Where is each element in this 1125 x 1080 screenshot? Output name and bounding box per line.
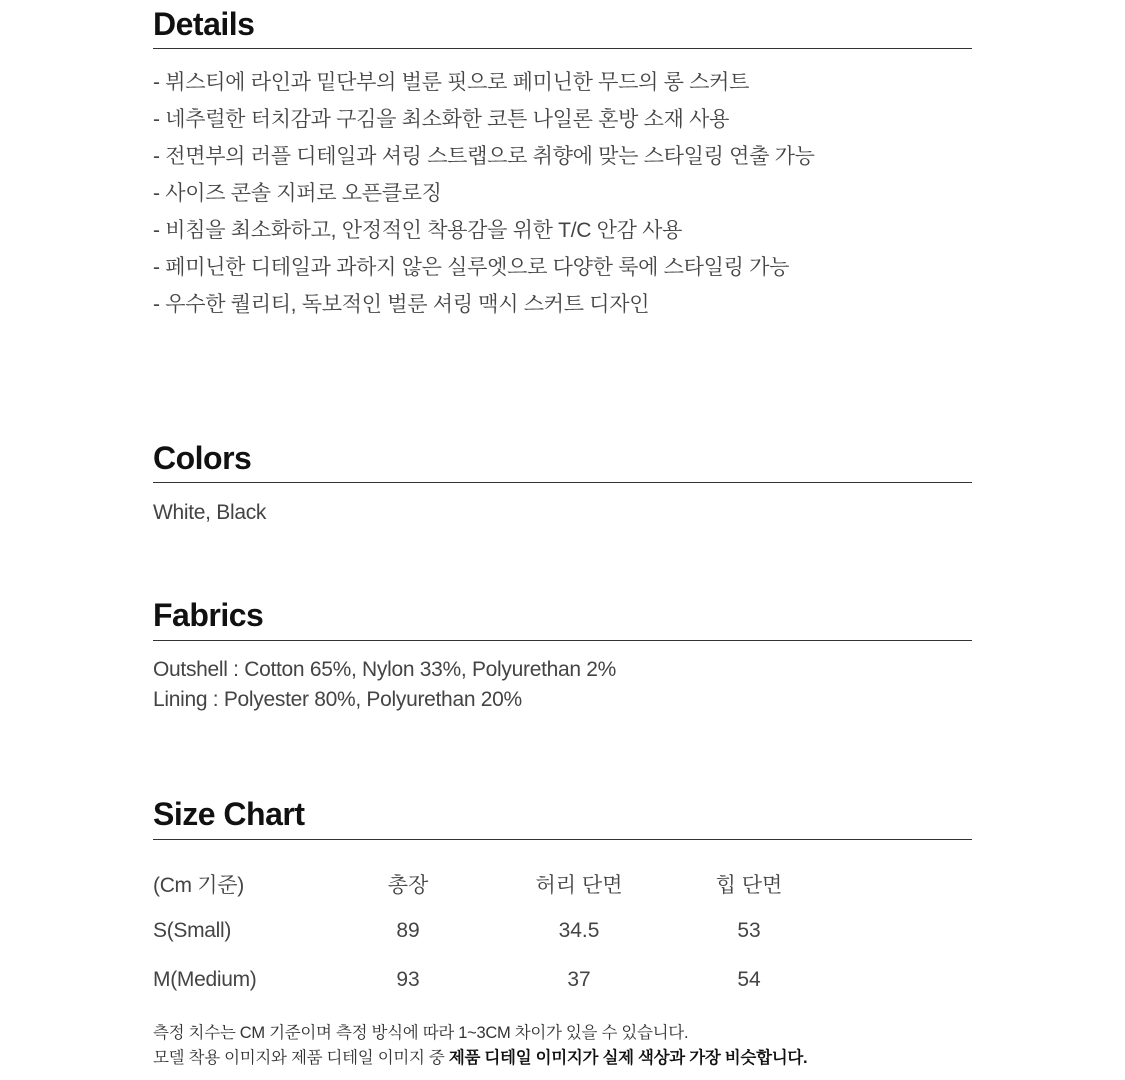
list-item: - 전면부의 러플 디테일과 셔링 스트랩으로 취향에 맞는 스타일링 연출 가능 — [153, 145, 815, 168]
colors-text: White, Black — [153, 501, 267, 524]
color-note-emphasis: 제품 디테일 이미지가 실제 색상과 가장 비슷합니다. — [448, 1049, 808, 1067]
list-item: - 사이즈 콘솔 지퍼로 오픈클로징 — [153, 182, 442, 205]
fabric-outshell: Outshell : Cotton 65%, Nylon 33%, Polyurethan 2% — [153, 658, 617, 681]
color-note — [153, 1044, 807, 1068]
list-item: - 우수한 퀄리티, 독보적인 벌룬 셔링 맥시 스커트 디자인 — [153, 293, 650, 316]
list-item: - 페미닌한 디테일과 과하지 않은 실루엣으로 다양한 룩에 스타일링 가능 — [153, 256, 790, 279]
header-cell: 총장 — [387, 874, 429, 897]
value-cell: 54 — [737, 968, 761, 991]
measurement-note: 측정 치수는 CM 기준이며 측정 방식에 따라 1~3CM 차이가 있을 수 있습니다. — [153, 1024, 689, 1042]
value-cell: 37 — [567, 968, 591, 991]
size-cell: S(Small) — [153, 919, 232, 942]
header-cell: 허리 단면 — [535, 874, 623, 897]
divider — [153, 482, 972, 483]
list-item: - 네추럴한 터치감과 구김을 최소화한 코튼 나일론 혼방 소재 사용 — [153, 108, 730, 131]
header-cell: 힙 단면 — [715, 874, 783, 897]
size-chart-heading: Size Chart — [153, 796, 305, 832]
header-cell: (Cm 기준) — [153, 874, 244, 897]
divider — [153, 839, 972, 840]
list-item: - 뷔스티에 라인과 밑단부의 벌룬 핏으로 페미닌한 무드의 롱 스커트 — [153, 71, 750, 94]
value-cell: 34.5 — [558, 919, 600, 942]
colors-heading: Colors — [153, 440, 252, 476]
details-heading: Details — [153, 6, 255, 42]
value-cell: 89 — [396, 919, 420, 942]
size-cell: M(Medium) — [153, 968, 257, 991]
color-note-text: 모델 착용 이미지와 제품 디테일 이미지 중 — [153, 1049, 449, 1067]
divider — [153, 640, 972, 641]
list-item: - 비침을 최소화하고, 안정적인 착용감을 위한 T/C 안감 사용 — [153, 219, 683, 242]
value-cell: 93 — [396, 968, 420, 991]
fabrics-heading: Fabrics — [153, 597, 264, 633]
divider — [153, 48, 972, 49]
value-cell: 53 — [737, 919, 761, 942]
fabric-lining: Lining : Polyester 80%, Polyurethan 20% — [153, 688, 522, 711]
